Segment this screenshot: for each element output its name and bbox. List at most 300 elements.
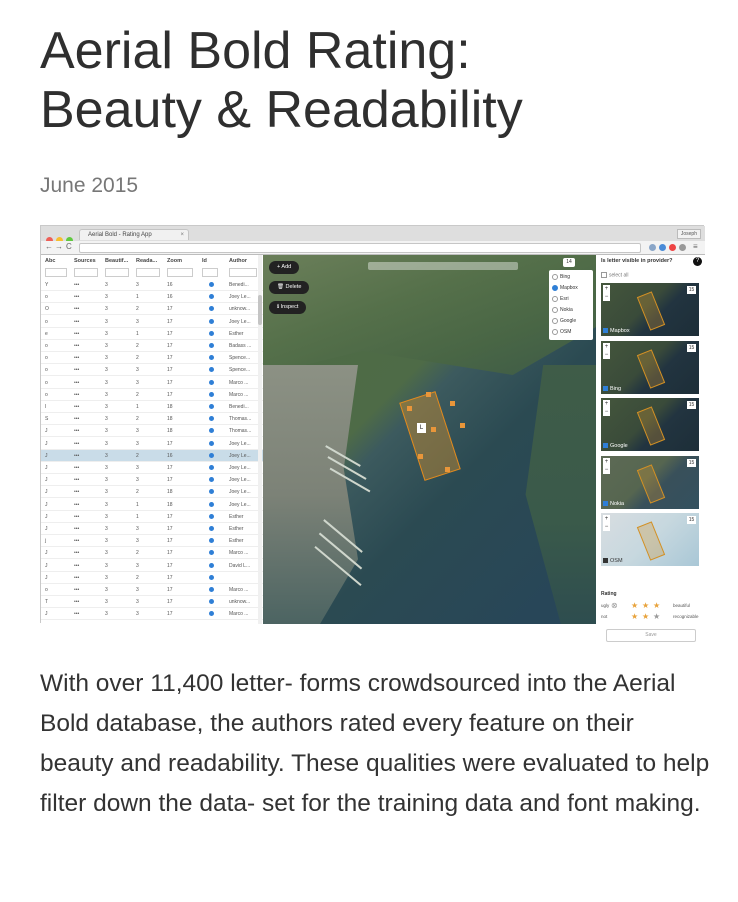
table-cell: Esther	[229, 526, 244, 532]
column-header[interactable]: Author	[229, 258, 248, 264]
table-row[interactable]	[41, 474, 263, 486]
thumbnail-zoom-control[interactable]	[603, 458, 610, 474]
table-row[interactable]	[41, 572, 263, 584]
resize-handle[interactable]	[431, 427, 436, 432]
checkbox-icon	[601, 272, 607, 278]
table-cell: Benedi...	[229, 404, 249, 410]
info-icon[interactable]	[209, 587, 214, 592]
table-cell: Joey Le...	[229, 477, 251, 484]
table-row[interactable]	[41, 438, 263, 450]
table-cell: 17	[167, 367, 173, 374]
table-cell: Joey Le...	[229, 501, 251, 508]
table-cell: Spence...	[229, 367, 251, 374]
table-cell: 3	[105, 452, 108, 459]
checkbox-icon	[603, 501, 608, 506]
table-cell: 18	[167, 416, 173, 423]
table-row[interactable]	[41, 511, 263, 523]
app-screenshot	[40, 225, 704, 638]
rating-row	[601, 601, 699, 611]
table-cell: •••	[74, 452, 80, 459]
info-icon[interactable]	[209, 453, 214, 458]
table-cell: 3	[105, 367, 108, 374]
table-cell: 17	[167, 306, 173, 313]
provider-label: Nokia	[610, 500, 625, 507]
table-cell: Thomas...	[229, 416, 252, 423]
layer-label: Nokia	[560, 307, 573, 313]
map-search-input[interactable]	[368, 262, 518, 270]
thumbnail-zoom-level: 15	[688, 402, 695, 408]
table-cell: Marco ...	[229, 550, 249, 557]
map-view[interactable]	[263, 255, 596, 624]
address-bar-row	[41, 241, 705, 254]
table-cell: •••	[74, 611, 80, 618]
select-all-checkbox[interactable]	[601, 272, 628, 278]
select-all-label: select all	[609, 272, 629, 279]
table-cell: 3	[136, 587, 139, 593]
table-cell: J	[45, 440, 48, 447]
column-header[interactable]: Zoom	[167, 258, 182, 264]
info-icon[interactable]	[209, 538, 214, 543]
save-button[interactable]: Save	[606, 629, 696, 642]
thumbnail-zoom-control[interactable]	[603, 343, 610, 359]
table-cell: 2	[136, 574, 139, 581]
info-icon[interactable]	[209, 416, 214, 421]
table-cell: J	[45, 550, 48, 557]
table-cell: •••	[74, 440, 80, 447]
table-cell: o	[45, 355, 48, 362]
info-icon[interactable]	[209, 343, 214, 348]
tab-close-icon[interactable]: ×	[180, 232, 184, 238]
layer-option[interactable]	[552, 295, 569, 304]
thumbnail-zoom-level: 15	[688, 459, 695, 466]
layer-picker[interactable]	[549, 270, 593, 340]
column-header[interactable]: Beautif...	[105, 258, 129, 264]
resize-handle[interactable]	[407, 406, 412, 411]
table-cell: •••	[74, 282, 80, 288]
layer-option[interactable]	[552, 284, 578, 293]
table-cell: 2	[136, 391, 139, 398]
table-cell: •••	[74, 306, 80, 313]
table-cell: •••	[74, 379, 80, 386]
info-icon[interactable]	[209, 599, 214, 604]
table-cell: David L...	[229, 562, 251, 569]
resize-handle[interactable]	[426, 392, 431, 397]
table-row[interactable]	[41, 535, 263, 547]
table-cell: 18	[167, 501, 173, 508]
table-cell: 17	[167, 440, 173, 447]
letter-outline	[637, 464, 665, 503]
zoom-in-icon[interactable]: +	[604, 458, 609, 465]
info-icon[interactable]	[209, 367, 214, 372]
info-icon[interactable]	[209, 611, 214, 616]
letter-outline	[637, 291, 665, 330]
zoom-out-icon[interactable]: −	[604, 294, 609, 300]
table-cell: j	[45, 538, 47, 545]
tab-title: Aerial Bold - Rating App	[88, 232, 152, 238]
table-cell: Badass ...	[229, 343, 252, 349]
table-cell: 3	[105, 550, 108, 557]
star-icon[interactable]: ★	[631, 601, 639, 610]
table-cell: J	[45, 501, 48, 508]
info-icon[interactable]	[209, 392, 214, 397]
table-row[interactable]	[41, 316, 263, 328]
reload-icon[interactable]: C	[66, 242, 72, 251]
table-header	[41, 255, 263, 267]
checkbox-icon	[603, 558, 608, 563]
radio-icon	[552, 307, 558, 313]
table-cell: •••	[74, 391, 80, 398]
column-filter-input[interactable]	[202, 268, 218, 277]
browser-chrome	[41, 226, 705, 255]
table-cell: Esther	[229, 513, 244, 520]
table-cell: 3	[136, 282, 139, 288]
table-cell: •••	[74, 574, 80, 581]
rating-high-label: recognizable	[673, 614, 699, 619]
table-cell: J	[45, 477, 48, 484]
table-cell: 3	[105, 355, 108, 362]
table-cell: 3	[105, 343, 108, 349]
star-icon[interactable]: ★	[653, 601, 661, 610]
title-line-2: Beauty & Readability	[40, 81, 523, 139]
table-cell: 17	[167, 391, 173, 398]
star-icon[interactable]: ★	[631, 612, 639, 621]
table-cell: 3	[136, 440, 139, 447]
table-cell: 17	[167, 599, 173, 606]
table-cell: 3	[105, 501, 108, 508]
zoom-in-icon[interactable]: +	[604, 516, 609, 522]
star-icon[interactable]: ★	[642, 601, 650, 610]
zoom-out-icon[interactable]: −	[604, 524, 609, 530]
clear-rating-icon[interactable]: ⊗	[611, 601, 618, 610]
table-cell: •••	[74, 404, 80, 410]
extension-icon[interactable]	[659, 244, 666, 251]
zoom-in-icon[interactable]: +	[604, 343, 609, 350]
extension-icon[interactable]	[669, 244, 676, 251]
zoom-out-icon[interactable]: −	[604, 466, 609, 473]
table-cell: 17	[167, 550, 173, 557]
table-cell: 3	[136, 526, 139, 532]
provider-thumbnail[interactable]	[601, 513, 699, 566]
table-cell: 17	[167, 587, 173, 593]
table-cell: Marco ...	[229, 587, 249, 593]
column-header[interactable]: Reada...	[136, 258, 158, 264]
table-row[interactable]	[41, 499, 263, 511]
table-cell: 1	[136, 404, 139, 410]
info-icon[interactable]	[209, 477, 214, 482]
table-cell: Joey Le...	[229, 489, 251, 496]
layer-option[interactable]	[552, 306, 573, 315]
downtown-area	[263, 365, 358, 624]
table-cell: •••	[74, 294, 80, 301]
provider-thumbnail[interactable]	[601, 341, 699, 394]
table-cell: 3	[136, 428, 139, 435]
info-icon[interactable]	[209, 502, 214, 507]
table-cell: 3	[136, 562, 139, 569]
delete-label: Delete	[285, 284, 302, 290]
provider-checkbox[interactable]	[603, 558, 623, 564]
inspect-label: Inspect	[280, 304, 299, 310]
table-cell: •••	[74, 355, 80, 362]
provider-checkbox[interactable]	[603, 501, 624, 507]
checkbox-icon	[603, 386, 608, 391]
table-cell: 3	[136, 538, 139, 545]
rating-label: Rating	[601, 591, 617, 597]
layer-label: OSM	[560, 329, 572, 335]
table-cell: e	[45, 330, 48, 337]
column-filter-input[interactable]	[229, 268, 257, 277]
column-filter-input[interactable]	[167, 268, 193, 277]
table-cell: J	[45, 513, 48, 520]
table-cell: •••	[74, 562, 80, 569]
table-cell: •••	[74, 343, 80, 349]
inspect-button[interactable]: ℹ Inspect	[269, 301, 306, 314]
info-icon[interactable]	[209, 404, 214, 409]
table-row[interactable]	[41, 401, 263, 413]
letter-marker[interactable]: L	[417, 423, 426, 433]
zoom-in-icon[interactable]: +	[604, 401, 609, 407]
extension-icon[interactable]	[679, 244, 686, 251]
table-cell: Esther	[229, 330, 244, 337]
column-filter-input[interactable]	[45, 268, 67, 277]
radio-icon	[552, 296, 558, 302]
info-icon[interactable]	[209, 550, 214, 555]
table-cell: •••	[74, 416, 80, 423]
column-header[interactable]: Sources	[74, 258, 96, 264]
table-cell: •••	[74, 501, 80, 508]
table-row[interactable]	[41, 303, 263, 315]
zoom-out-icon[interactable]: −	[604, 409, 609, 415]
info-icon[interactable]	[209, 355, 214, 360]
table-row[interactable]	[41, 486, 263, 498]
forward-icon[interactable]: →	[55, 242, 63, 251]
table-cell: 3	[105, 330, 108, 337]
provider-thumbnail[interactable]	[601, 456, 699, 509]
table-row[interactable]	[41, 523, 263, 535]
table-cell: 3	[105, 428, 108, 435]
table-cell: •••	[74, 587, 80, 593]
resize-handle[interactable]	[445, 467, 450, 472]
table-row[interactable]	[41, 340, 263, 352]
scrollbar-thumb[interactable]	[258, 295, 262, 325]
column-filter-input[interactable]	[105, 268, 129, 277]
info-icon[interactable]	[209, 563, 214, 568]
table-cell: o	[45, 367, 48, 374]
info-icon[interactable]	[209, 441, 214, 446]
info-icon[interactable]	[209, 514, 214, 519]
table-cell: Thomas...	[229, 428, 252, 435]
table-cell: Joey Le...	[229, 440, 251, 447]
east-shore-area	[508, 365, 596, 624]
table-cell: •••	[74, 477, 80, 484]
add-button[interactable]: + Add	[269, 261, 299, 274]
layer-label: Esri	[560, 296, 569, 302]
layer-option[interactable]	[552, 328, 571, 337]
table-cell: 3	[136, 318, 139, 325]
table-cell: 3	[105, 465, 108, 471]
table-row[interactable]	[41, 389, 263, 401]
table-cell: Marco ...	[229, 611, 249, 618]
table-row[interactable]	[41, 450, 263, 462]
table-cell: 2	[136, 416, 139, 423]
layer-option[interactable]	[552, 317, 576, 326]
table-cell: •••	[74, 599, 80, 606]
table-row[interactable]	[41, 279, 263, 291]
info-icon[interactable]	[209, 575, 214, 580]
table-row[interactable]	[41, 584, 263, 596]
column-filter-input[interactable]	[74, 268, 98, 277]
info-icon[interactable]	[209, 306, 214, 311]
table-cell: •••	[74, 526, 80, 532]
info-icon[interactable]	[209, 489, 214, 494]
table-cell: 3	[105, 416, 108, 423]
table-cell: •••	[74, 513, 80, 520]
table-cell: 3	[105, 477, 108, 484]
table-cell: Spence...	[229, 355, 251, 362]
provider-label: OSM	[610, 558, 623, 564]
resize-handle[interactable]	[460, 423, 465, 428]
radio-icon	[552, 274, 558, 280]
table-row[interactable]	[41, 608, 263, 620]
table-cell: S	[45, 416, 49, 423]
browser-tab[interactable]	[79, 229, 189, 240]
table-cell: 1	[136, 294, 139, 301]
extension-icon[interactable]	[649, 244, 656, 251]
rating-low-label: ugly	[601, 603, 610, 608]
letter-outline	[637, 521, 665, 560]
delete-button[interactable]: 🗑 Delete	[269, 281, 309, 294]
letter-outline	[637, 349, 665, 388]
table-cell: 3	[136, 379, 139, 386]
column-header[interactable]: Abc	[45, 258, 56, 264]
table-cell: 3	[136, 465, 139, 471]
table-cell: 3	[105, 562, 108, 569]
table-cell: 3	[105, 611, 108, 618]
title-line-1: Aerial Bold Rating:	[40, 22, 471, 80]
table-cell: 1	[136, 330, 139, 337]
provider-thumbnail[interactable]	[601, 398, 699, 451]
table-cell: J	[45, 574, 48, 581]
info-icon[interactable]	[209, 282, 214, 287]
table-cell: 2	[136, 550, 139, 557]
table-cell: 3	[136, 367, 139, 374]
table-cell: 3	[105, 306, 108, 313]
table-row[interactable]	[41, 425, 263, 437]
back-icon[interactable]: ←	[45, 242, 53, 251]
table-cell: 16	[167, 452, 173, 459]
provider-thumbnail[interactable]	[601, 283, 699, 336]
table-cell: Marco ...	[229, 391, 249, 398]
table-cell: I	[45, 404, 47, 410]
table-row[interactable]	[41, 560, 263, 572]
table-cell: 3	[105, 379, 108, 386]
table-cell: T	[45, 599, 49, 606]
info-icon[interactable]	[209, 380, 214, 385]
table-cell: •••	[74, 465, 80, 471]
table-cell: o	[45, 587, 48, 593]
provider-checkbox[interactable]	[603, 443, 628, 449]
table-row[interactable]	[41, 291, 263, 303]
zoom-in-icon[interactable]: +	[604, 286, 609, 292]
table-row[interactable]	[41, 462, 263, 474]
column-header[interactable]: Id	[202, 258, 207, 264]
column-filter-input[interactable]	[136, 268, 160, 277]
table-cell: 17	[167, 318, 173, 325]
provider-panel	[596, 255, 705, 638]
table-cell: 3	[105, 574, 108, 581]
zoom-out-icon[interactable]: −	[604, 351, 609, 358]
table-cell: 3	[136, 611, 139, 618]
url-input[interactable]	[79, 243, 641, 253]
table-cell: 3	[105, 587, 108, 593]
table-cell: 3	[105, 489, 108, 496]
info-icon[interactable]	[209, 465, 214, 470]
table-cell: J	[45, 465, 48, 471]
table-row[interactable]	[41, 377, 263, 389]
publish-date: June 2015	[40, 174, 139, 197]
table-cell: J	[45, 428, 48, 435]
table-row[interactable]	[41, 547, 263, 559]
info-icon[interactable]	[209, 331, 214, 336]
table-cell: 3	[105, 538, 108, 545]
table-row[interactable]	[41, 596, 263, 608]
checkbox-icon	[603, 443, 608, 448]
thumbnail-zoom-control[interactable]	[603, 285, 610, 301]
table-cell: 17	[167, 562, 173, 569]
table-cell: 3	[105, 440, 108, 447]
thumbnail-zoom-control[interactable]	[603, 400, 610, 416]
thumbnail-zoom-control[interactable]	[603, 515, 610, 531]
table-cell: J	[45, 489, 48, 496]
table-row[interactable]	[41, 364, 263, 376]
rating-low-label: not	[601, 614, 608, 619]
menu-icon[interactable]: ≡	[693, 242, 698, 251]
table-scrollbar[interactable]	[258, 255, 262, 624]
star-icon[interactable]: ★	[642, 612, 650, 621]
table-row[interactable]	[41, 328, 263, 340]
checkbox-icon	[603, 328, 608, 333]
table-row[interactable]	[41, 352, 263, 364]
rating-high-label: beautiful	[673, 603, 691, 608]
user-badge[interactable]: Joseph	[677, 229, 701, 239]
table-cell: 16	[167, 294, 173, 301]
land-area	[263, 255, 596, 375]
table-cell: 3	[105, 404, 108, 410]
table-cell: 2	[136, 306, 139, 313]
provider-checkbox[interactable]	[603, 328, 630, 334]
table-cell: •••	[74, 330, 80, 337]
table-cell: o	[45, 318, 48, 325]
table-cell: 17	[167, 611, 173, 618]
info-icon[interactable]	[209, 526, 214, 531]
help-icon[interactable]: ?	[693, 257, 702, 266]
resize-handle[interactable]	[418, 454, 423, 459]
info-icon[interactable]	[209, 428, 214, 433]
star-icon[interactable]: ★	[653, 612, 661, 621]
info-icon[interactable]	[209, 294, 214, 299]
table-row[interactable]	[41, 413, 263, 425]
table-cell: 3	[105, 282, 108, 288]
resize-handle[interactable]	[450, 401, 455, 406]
table-cell: 18	[167, 428, 173, 435]
table-cell: unknow...	[229, 306, 251, 313]
table-cell: J	[45, 526, 48, 532]
layer-option[interactable]	[552, 273, 570, 282]
table-cell: o	[45, 294, 48, 301]
rating-row	[601, 612, 699, 622]
info-icon[interactable]	[209, 319, 214, 324]
table-cell: 17	[167, 574, 173, 581]
provider-checkbox[interactable]	[603, 386, 621, 392]
